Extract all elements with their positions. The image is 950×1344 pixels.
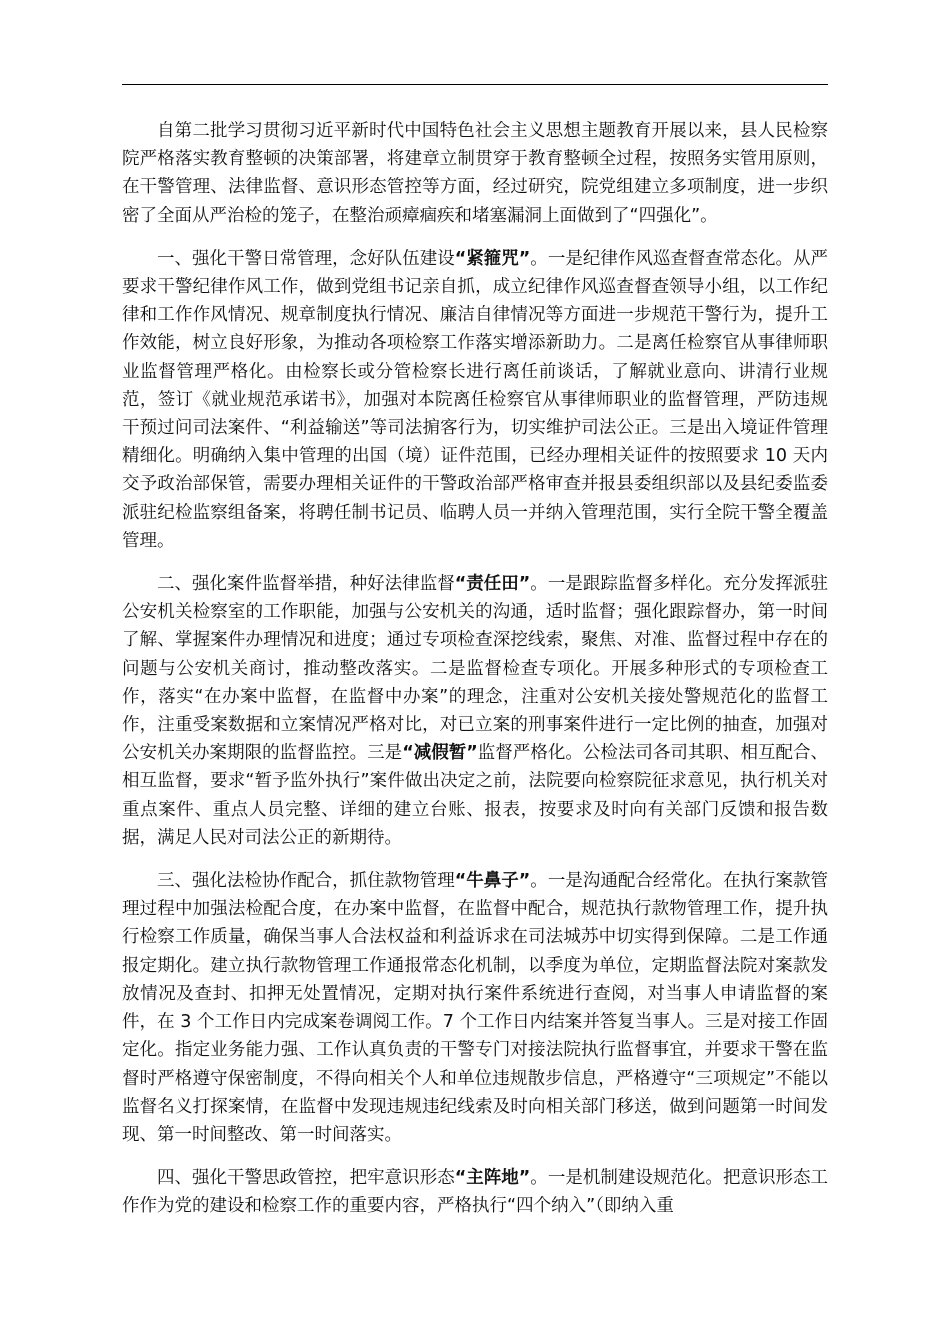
section-4-paragraph: [122, 1164, 828, 1220]
section-2-body-part-2: 监督严格化。公检法司各司其职、相互配合、相互监督，要求“暂予监外执行”案件做出决定之前，法院要向检察院征求意见，执行机关对重点案件、重点人员完整、详细的建立台账、报表，按要求及时向有关部门反馈和报告数据，满足人民对司法公正的新期待。: [122, 743, 829, 848]
section-1-quote: “紧箍咒”: [454, 248, 531, 269]
section-1-body: 一是纪律作风巡查督查常态化。从严要求干警纪律作风工作，做到党组书记亲自抓，成立纪律作风巡查督查领导小组，以工作纪律和工作作风情况、规章制度执行情况、廉洁自律情况等方面进一步规范干警行为，提升工作效能，树立良好形象，为推动各项检察工作落实增添新助力。二是离任检察官从事律师职业监督管理严格化。由检察长或分管检察长进行离任前谈话，了解就业意向、讲清行业规范，签订《就业规范承诺书》，加强对本院离任检察官从事律师职业的监督管理，严防违规干预过问司法案件、“利益输送”等司法掮客行为，切实维护司法公正。三是出入境证件管理精细化。明确纳入集中管理的出国（境）证件范围，已经办理相关证件的按照要求 10 天内交予政治部保管，需要办理相关证件的干警政治部严格审查并报县委组织部以及县纪委监委派驻纪检监察组备案，将聘任制书记员、临聘人员一并纳入管理范围，实行全院干警全覆盖管理。: [122, 248, 829, 551]
section-4-body: 一是机制建设规范化。把意识形态工作作为党的建设和检察工作的重要内容，严格执行“四个纳入”（即纳入重: [122, 1168, 829, 1217]
header-rule: [122, 84, 828, 85]
section-2-paragraph: [122, 570, 828, 852]
section-4-lead: 四、强化干警思政管控，把牢意识形态: [157, 1168, 455, 1189]
section-2-lead: 二、强化案件监督举措，种好法律监督: [157, 574, 455, 595]
section-4-lead-end: 。: [530, 1168, 548, 1189]
section-2-quote: “责任田”: [454, 574, 531, 595]
intro-paragraph: [122, 117, 828, 230]
section-3-paragraph: [122, 867, 828, 1149]
section-1-lead: 一、强化干警日常管理，念好队伍建设: [157, 248, 455, 269]
section-2-body-part-1: 一是跟踪监督多样化。充分发挥派驻公安机关检察室的工作职能，加强与公安机关的沟通，适时监督；强化跟踪督办，第一时间了解、掌握案件办理情况和进度；通过专项检查深挖线索，聚焦、对准、监督过程中存在的问题与公安机关商讨，推动整改落实。二是监督检查专项化。开展多种形式的专项检查工作，落实“在办案中监督，在监督中办案”的理念，注重对公安机关接处警规范化的监督工作，注重受案数据和立案情况严格对比，对已立案的刑事案件进行一定比例的抽查，加强对公安机关办案期限的监督监控。三是: [122, 574, 829, 764]
section-2-inline-quote: “减假暂”: [402, 743, 478, 764]
section-3-lead: 三、强化法检协作配合，抓住款物管理: [157, 871, 455, 892]
document-body: [122, 117, 828, 1236]
section-3-lead-end: 。: [530, 871, 548, 892]
section-3-quote: “牛鼻子”: [454, 871, 531, 892]
section-1-paragraph: [122, 245, 828, 555]
section-3-body: 一是沟通配合经常化。在执行案款管理过程中加强法检配合度，在办案中监督，在监督中配合，规范执行款物管理工作，提升执行检察工作质量，确保当事人合法权益和利益诉求在司法城苏中切实得到保障。二是工作通报定期化。建立执行款物管理工作通报常态化机制，以季度为单位，定期监督法院对案款发放情况及查封、扣押无处置情况，定期对执行案件系统进行查阅，对当事人申请监督的案件，在 3 个工作日内完成案卷调阅工作。7 个工作日内结案并答复当事人。三是对接工作固定化。指定业务能力强、工作认真负责的干警专门对接法院执行监督事宜，并要求干警在监督时严格遵守保密制度，不得向相关个人和单位违规散步信息，严格遵守“三项规定”不能以监督名义打探案情，在监督中发现违规违纪线索及时向相关部门移送，做到问题第一时间发现、第一时间整改、第一时间落实。: [122, 871, 829, 1145]
section-2-lead-end: 。: [530, 574, 548, 595]
section-4-quote: “主阵地”: [454, 1168, 531, 1189]
section-1-lead-end: 。: [530, 248, 548, 269]
intro-text: 自第二批学习贯彻习近平新时代中国特色社会主义思想主题教育开展以来，县人民检察院严格落实教育整顿的决策部署，将建章立制贯穿于教育整顿全过程，按照务实管用原则，在干警管理、法律监督、意识形态管控等方面，经过研究，院党组建立多项制度，进一步织密了全面从严治检的笼子，在整治顽瘴痼疾和堵塞漏洞上面做到了“四强化”。: [122, 121, 828, 226]
